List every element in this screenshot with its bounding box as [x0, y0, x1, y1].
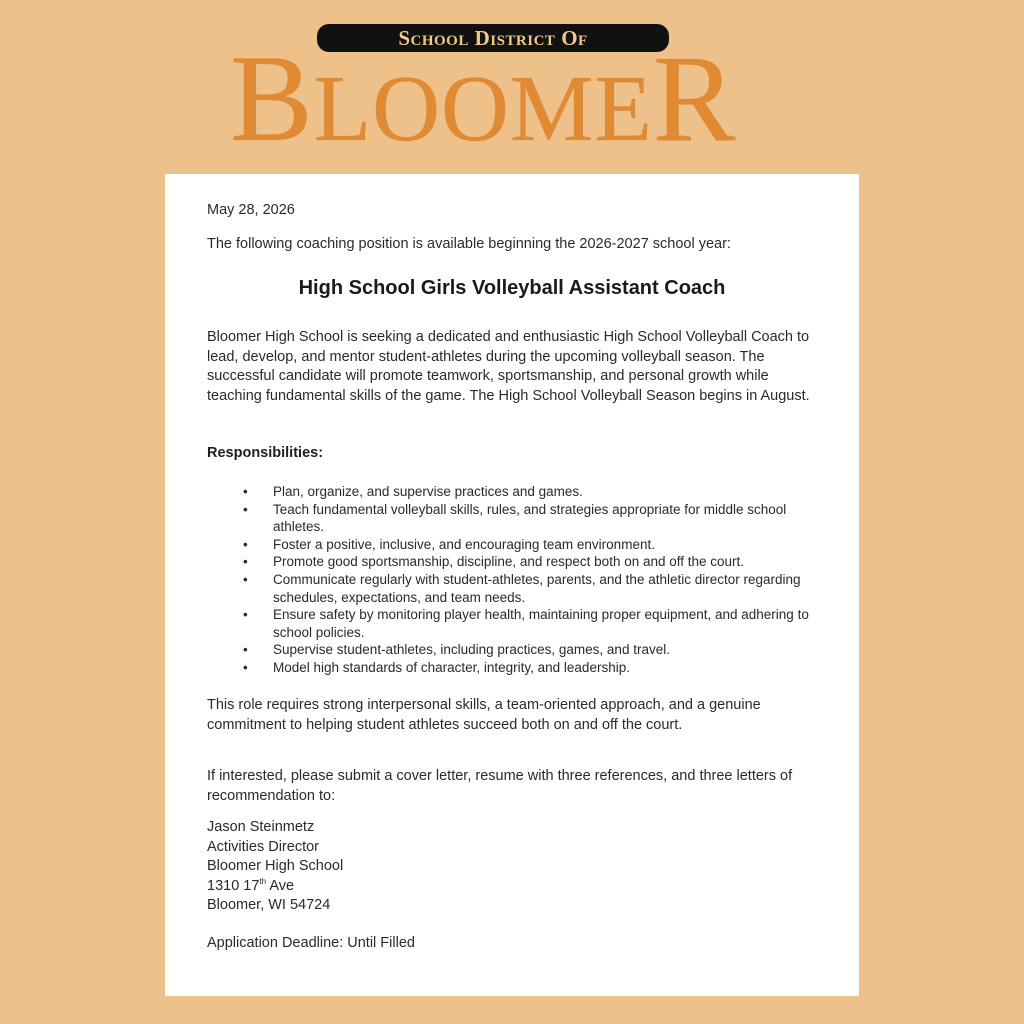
closing-paragraph: This role requires strong interpersonal skills, a team-oriented approach, and a genuine commitment to helping student athletes succeed both on and off the court. [207, 697, 761, 733]
bullet-icon: • [243, 642, 248, 658]
list-item-text: Ensure safety by monitoring player health, maintaining proper equipment, and adhering to school policies. [273, 607, 809, 640]
contact-school: Bloomer High School [207, 858, 344, 874]
list-item-text: Promote good sportsmanship, discipline, and respect both on and off the court. [273, 554, 745, 570]
wordmark-final: R [652, 30, 737, 167]
application-deadline: Application Deadline: Until Filled [207, 935, 415, 951]
list-item [243, 483, 823, 501]
contact-address-block [207, 818, 819, 916]
street-name: Ave [266, 877, 295, 894]
bullet-icon: • [243, 554, 248, 570]
list-item [243, 659, 823, 677]
list-item-text: Communicate regularly with student-athletes, parents, and the athletic director regarding schedules, expectations, and team needs. [273, 571, 801, 605]
bullet-icon: • [243, 501, 248, 517]
district-label: School District Of [398, 26, 588, 50]
list-item-text: Teach fundamental volleyball skills, rules, and strategies appropriate for middle school athletes. [273, 501, 787, 535]
list-item-text: Plan, organize, and supervise practices and games. [273, 484, 583, 499]
wordmark-initial: B [230, 30, 314, 167]
bullet-icon: • [243, 607, 248, 623]
list-item-text: Supervise student-athletes, including practices, games, and travel. [273, 642, 670, 658]
list-item [243, 536, 823, 554]
responsibilities-list [243, 483, 823, 677]
list-item-text: Model high standards of character, integrity, and leadership. [273, 659, 630, 675]
list-item [243, 553, 823, 571]
bullet-icon: • [243, 536, 248, 552]
bullet-icon: • [243, 571, 248, 587]
wordmark-middle: LOOME [313, 57, 653, 161]
application-instructions: If interested, please submit a cover letter, resume with three references, and three letters of recommendation to: [207, 768, 793, 804]
job-posting-document [165, 174, 859, 996]
contact-city-state-zip: Bloomer, WI 54724 [207, 897, 331, 913]
contact-street [207, 877, 819, 897]
contact-name: Jason Steinmetz [207, 819, 315, 835]
district-banner [0, 0, 1024, 167]
list-item [243, 571, 823, 606]
posting-date: May 28, 2026 [207, 202, 295, 218]
list-item-text: Foster a positive, inclusive, and encouraging team environment. [273, 536, 655, 552]
list-item [243, 501, 823, 536]
list-item [243, 641, 823, 659]
responsibilities-heading: Responsibilities: [207, 445, 324, 461]
street-ordinal-suffix: th [259, 876, 267, 886]
intro-line: The following coaching position is available beginning the 2026-2027 school year: [207, 236, 731, 252]
job-description: Bloomer High School is seeking a dedicated and enthusiastic High School Volleyball Coach to lead, develop, and mentor student-athletes during the upcoming volleyball season. The successful candidate will promote teamwork, sportsmanship, and personal growth while teaching fundamental skills of the game. The High School Volleyball Season begins in August. [207, 329, 810, 404]
street-number: 1310 17 [207, 877, 260, 894]
contact-role: Activities Director [207, 838, 319, 855]
job-title: High School Girls Volleyball Assistant Coach [298, 277, 726, 299]
bullet-icon: • [243, 659, 248, 675]
list-item [243, 606, 823, 641]
bullet-icon: • [243, 484, 248, 499]
